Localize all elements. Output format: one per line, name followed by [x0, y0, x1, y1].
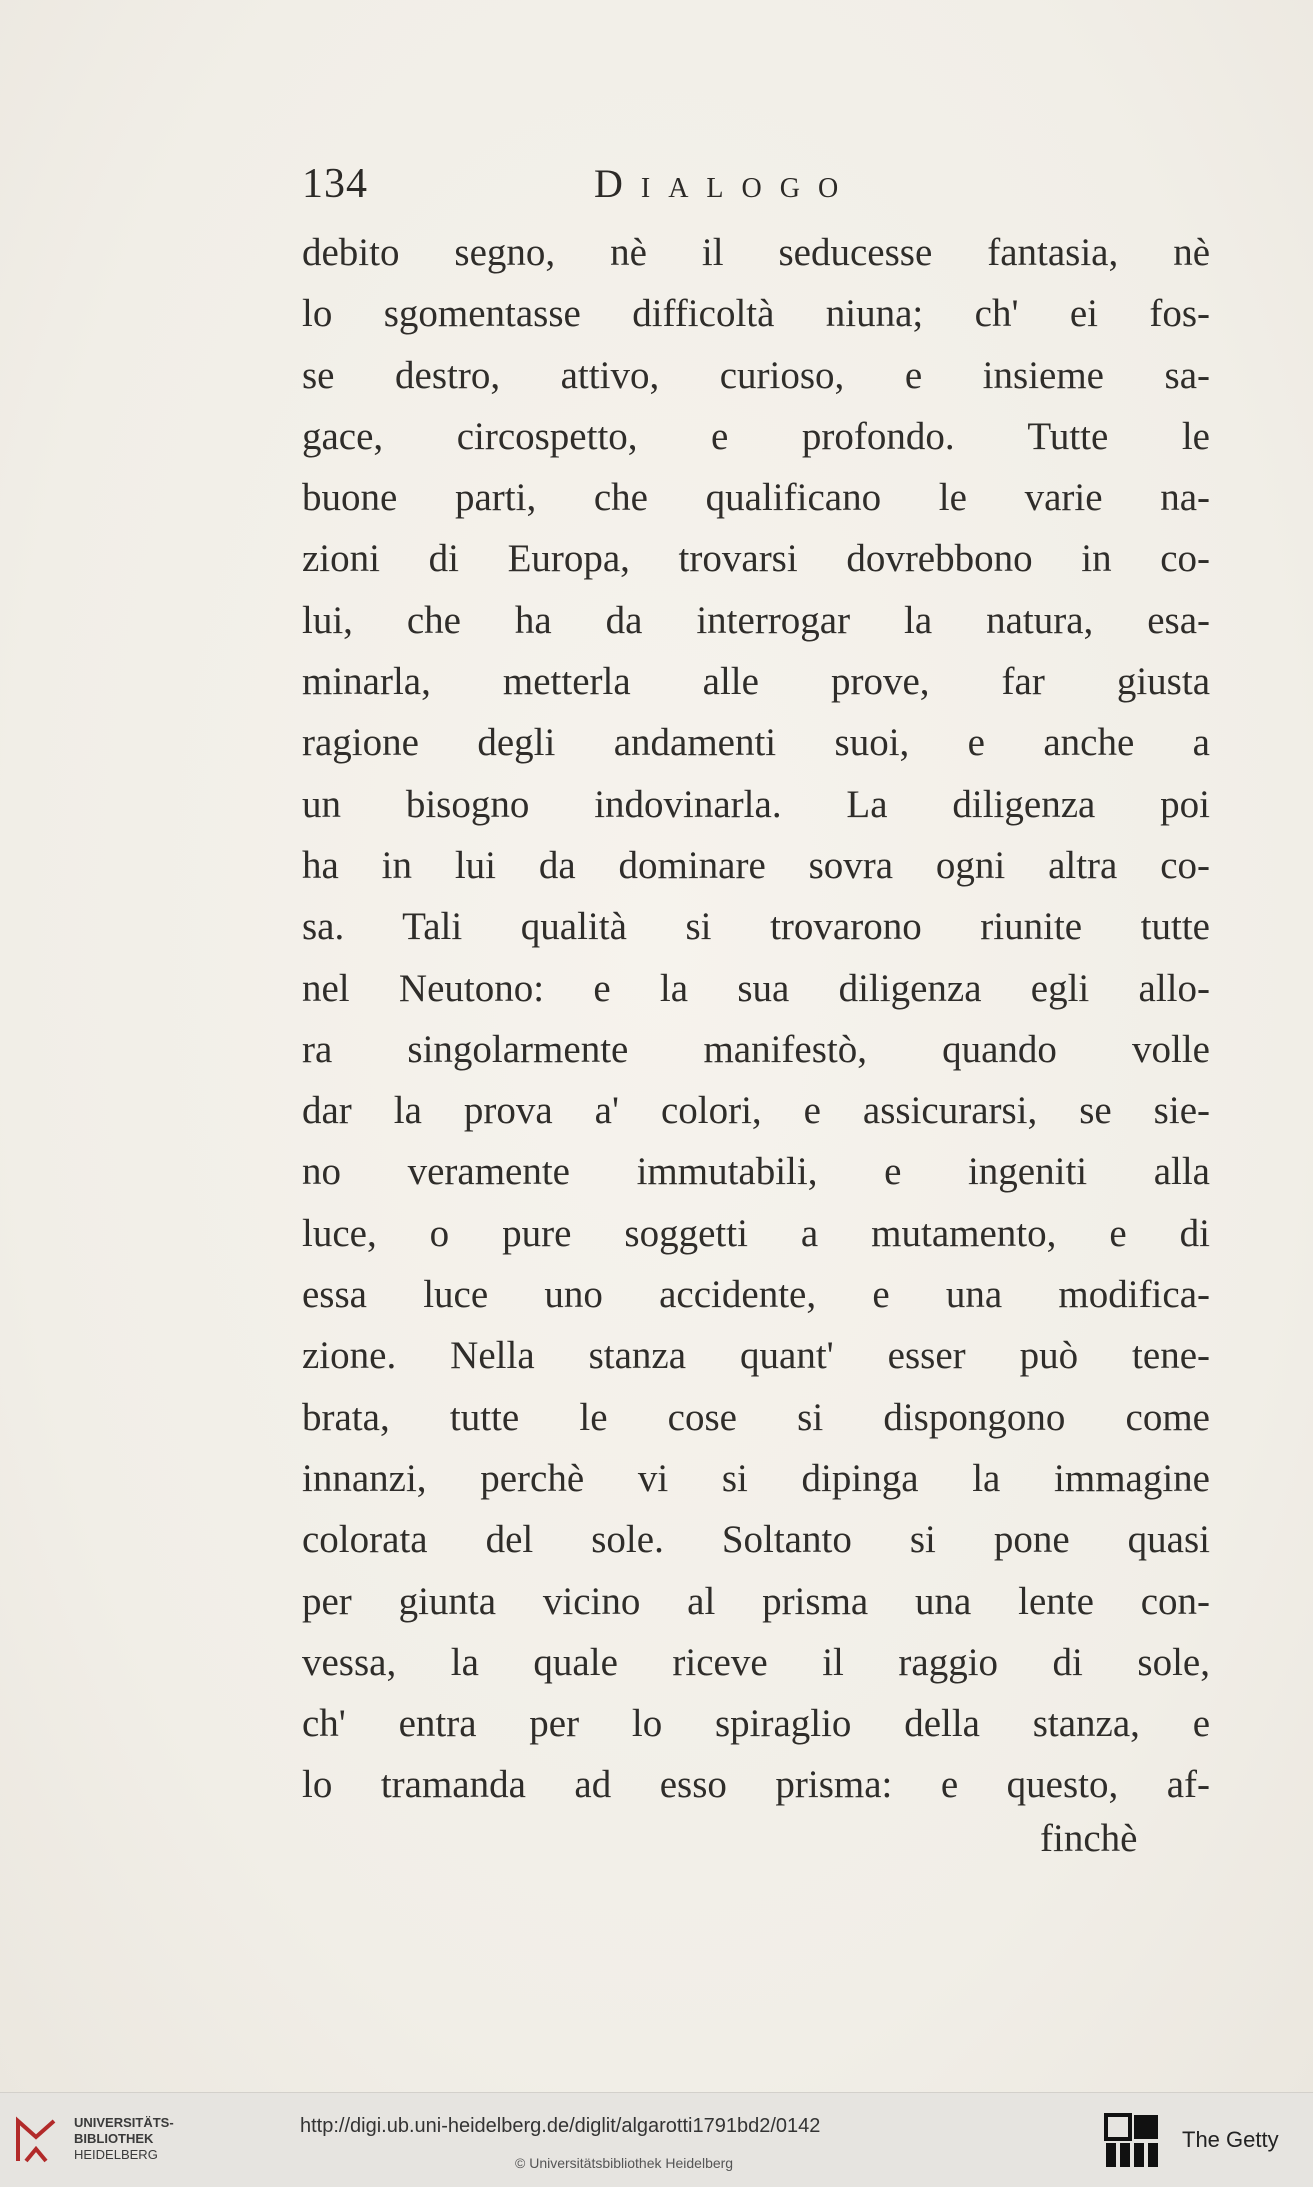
permalink-url[interactable]: http://digi.ub.uni-heidelberg.de/diglit/algarotti1791bd2/0142 — [300, 2115, 821, 2137]
text-line: zioni di Europa, trovarsi dovrebbono in co- — [302, 537, 1210, 581]
text-line: ch' entra per lo spiraglio della stanza, e — [302, 1702, 1210, 1746]
text-line: brata, tutte le cose si dispongono come — [302, 1395, 1210, 1439]
copyright-notice: © Universitätsbibliothek Heidelberg — [515, 2155, 734, 2171]
catchword: finchè — [1040, 1817, 1138, 1860]
text-line: per giunta vicino al prisma una lente con- — [302, 1579, 1210, 1623]
text-line: gace, circospetto, e profondo. Tutte le — [302, 414, 1210, 458]
text-line: no veramente immutabili, e ingeniti alla — [302, 1150, 1210, 1194]
text-line: zione. Nella stanza quant' esser può tene- — [302, 1334, 1210, 1378]
text-line: nel Neutono: e la sua diligenza egli allo- — [302, 966, 1210, 1010]
text-line: colorata del sole. Soltanto si pone quasi — [302, 1518, 1210, 1562]
text-line: buone parti, che qualificano le varie na- — [302, 476, 1210, 520]
text-line: dar la prova a' colori, e assicurarsi, se sie- — [302, 1089, 1210, 1133]
text-line: un bisogno indovinarla. La diligenza poi — [302, 782, 1210, 826]
viewer-footer — [0, 2092, 1313, 2187]
text-line: se destro, attivo, curioso, e insieme sa- — [302, 353, 1210, 397]
body-text — [302, 222, 1210, 1816]
partner-name: The Getty — [1182, 2127, 1279, 2152]
page-number: 134 — [302, 161, 368, 207]
text-line: minarla, metterla alle prove, far giusta — [302, 660, 1210, 704]
text-line: lo sgomentasse difficoltà niuna; ch' ei fos- — [302, 292, 1210, 336]
text-line: debito segno, nè il seducesse fantasia, nè — [302, 231, 1210, 274]
text-line: innanzi, perchè vi si dipinga la immagine — [302, 1456, 1210, 1500]
institution-name: UNIVERSITÄTS- BIBLIOTHEK HEIDELBERG — [74, 2115, 174, 2162]
text-line: lo tramanda ad esso prisma: e questo, af- — [302, 1763, 1210, 1807]
text-line: ragione degli andamenti suoi, e anche a — [302, 721, 1210, 765]
text-line: sa. Tali qualità si trovarono riunite tutte — [302, 905, 1210, 949]
page-header — [302, 160, 1202, 220]
university-library-logo-icon — [14, 2115, 58, 2165]
text-line: essa luce uno accidente, e una modifica- — [302, 1273, 1210, 1317]
getty-logo-icon — [1104, 2111, 1160, 2171]
running-title: Dialogo — [594, 161, 857, 206]
text-line: ha in lui da dominare sovra ogni altra co- — [302, 843, 1210, 887]
text-line: ra singolarmente manifestò, quando volle — [302, 1027, 1210, 1071]
text-line: vessa, la quale riceve il raggio di sole, — [302, 1640, 1210, 1684]
text-line: lui, che ha da interrogar la natura, esa- — [302, 598, 1210, 642]
text-line: luce, o pure soggetti a mutamento, e di — [302, 1211, 1210, 1255]
